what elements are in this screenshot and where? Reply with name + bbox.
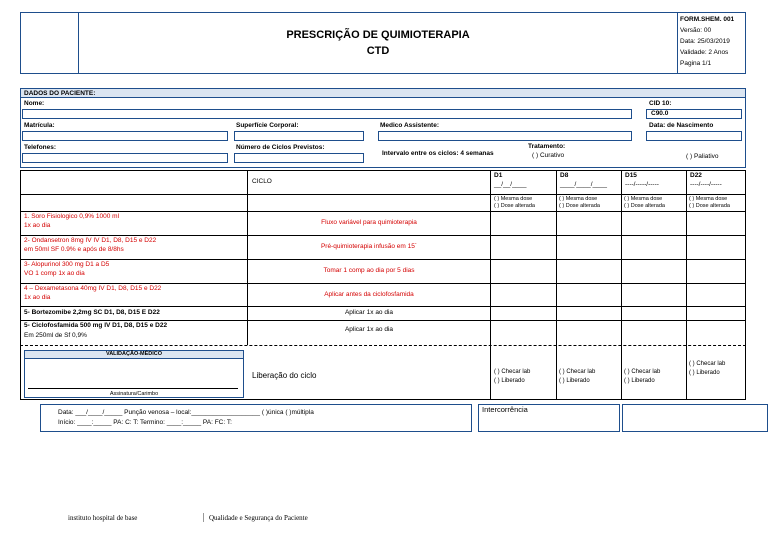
drug-row-1-instruction: Fluxo variável para quimioterapia	[321, 219, 417, 226]
drug-row-3-name: 3- Alopurinol 300 mg D1 a D5	[24, 261, 110, 268]
treatment-label: Tratamento:	[528, 143, 566, 150]
drug-row-2-detail: em 50ml SF 0.9% e após de 8/8hs	[24, 246, 124, 253]
form-subtitle: CTD	[366, 45, 390, 57]
d1-check-lab[interactable]: ( ) Checar lab	[494, 369, 531, 375]
drug-row-2-name: 2- Ondansetron 8mg IV IV D1, D8, D15 e D22	[24, 237, 157, 244]
drug-row-6-detail: Em 250ml de Sf 0,9%	[24, 332, 87, 339]
registration-field[interactable]	[22, 131, 228, 141]
drug-row-3-detail: VO 1 comp 1x ao dia	[24, 270, 85, 277]
doctor-label: Medico Assistente:	[380, 122, 439, 129]
cycles-field[interactable]	[234, 153, 364, 163]
d8-released[interactable]: ( ) Liberado	[559, 378, 590, 384]
palliative-checkbox[interactable]: ( ) Paliativo	[686, 153, 719, 160]
drug-row-2-instruction: Pré-quimioterapia infusão em 15´	[320, 243, 418, 250]
day-d15-date[interactable]: ----/-----/-----	[625, 181, 659, 188]
form-code: FORM.SHEM. 001	[680, 16, 735, 23]
birth-field[interactable]	[646, 131, 742, 141]
birth-label: Data: de Nascimento	[649, 122, 714, 129]
d22-released[interactable]: ( ) Liberado	[689, 370, 720, 376]
drug-row-5-name: 5- Bortezomibe 2,2mg SC D1, D8, D15 E D22	[24, 309, 160, 316]
day-d15-label: D15	[625, 172, 637, 179]
cid-value: C90.0	[651, 110, 669, 117]
d8-check-lab[interactable]: ( ) Checar lab	[559, 369, 596, 375]
drug-row-4-name: 4 – Dexametasona 40mg IV D1, D8, D15 e D22	[24, 285, 162, 292]
validation-title: VALIDAÇÃO-MÉDICO	[105, 351, 163, 357]
day-d22-label: D22	[690, 172, 702, 179]
d22-dose-changed[interactable]: ( ) Dose alterada	[689, 203, 730, 209]
infusion-line-1[interactable]: Data: ___/____/_____ Punção venosa – local:___________________ ( )única ( )múltipla	[58, 409, 314, 416]
signature-label: Assinatura/Carimbo	[109, 391, 159, 397]
drug-row-6-name: 5- Ciclofosfamida 500 mg IV D1, D8, D15 e D22	[24, 322, 168, 329]
d22-same-dose[interactable]: ( ) Mesma dose	[689, 196, 728, 202]
drug-row-3-instruction: Tomar 1 comp ao dia por 5 dias	[323, 267, 415, 274]
d15-same-dose[interactable]: ( ) Mesma dose	[624, 196, 663, 202]
drug-row-5-instruction: Aplicar 1x ao dia	[344, 309, 394, 316]
curative-checkbox[interactable]: ( ) Curativo	[532, 152, 565, 159]
intercurrence-extra-box[interactable]	[622, 404, 768, 432]
form-title: PRESCRIÇÃO DE QUIMIOTERAPIA	[286, 29, 470, 41]
cid-label: CID 10:	[649, 100, 672, 107]
phones-field[interactable]	[22, 153, 228, 163]
form-validity: Validade: 2 Anos	[680, 49, 729, 56]
body-surface-field[interactable]	[234, 131, 364, 141]
form-version: Versão: 00	[680, 27, 712, 34]
cycles-label: Número de Ciclos Previstos:	[236, 144, 325, 151]
drug-row-1-name: 1. Soro Fisiologico 0,9% 1000 ml	[24, 213, 120, 220]
patient-section-title: DADOS DO PACIENTE:	[21, 89, 745, 98]
d1-same-dose[interactable]: ( ) Mesma dose	[494, 196, 533, 202]
interval-label: Intervalo entre os ciclos: 4 semanas	[382, 150, 494, 157]
drug-row-4-instruction: Aplicar antes da ciclofosfamida	[324, 291, 414, 298]
day-d8-date[interactable]: ____/____/____	[560, 181, 607, 188]
quality-label: Qualidade e Segurança do Paciente	[209, 514, 308, 522]
form-date: Data: 25/03/2019	[680, 38, 730, 45]
release-label: Liberação do ciclo	[252, 371, 317, 380]
day-d1-label: D1	[494, 172, 503, 179]
name-field[interactable]	[22, 109, 632, 119]
doctor-field[interactable]	[378, 131, 632, 141]
infusion-line-2[interactable]: Início: ____:_____ PA: C: T: Termino: ____:_____ PA: FC: T:	[58, 419, 232, 426]
name-label: Nome:	[24, 100, 45, 107]
phones-label: Telefones:	[24, 144, 57, 151]
d15-dose-changed[interactable]: ( ) Dose alterada	[624, 203, 665, 209]
form-page: Pagina 1/1	[680, 60, 712, 67]
form-metadata	[680, 14, 734, 69]
day-d1-date[interactable]: __/__/____	[494, 181, 527, 188]
registration-label: Matrícula:	[24, 122, 55, 129]
d8-dose-changed[interactable]: ( ) Dose alterada	[559, 203, 600, 209]
d15-check-lab[interactable]: ( ) Checar lab	[624, 369, 661, 375]
day-d22-date[interactable]: ----/----/-----	[690, 181, 722, 188]
cycle-header: CICLO	[252, 178, 272, 185]
d8-same-dose[interactable]: ( ) Mesma dose	[559, 196, 598, 202]
d1-released[interactable]: ( ) Liberado	[494, 378, 525, 384]
day-d8-label: D8	[560, 172, 569, 179]
drug-row-1-detail: 1x ao dia	[24, 222, 51, 229]
drug-row-4-detail: 1x ao dia	[24, 294, 51, 301]
institution-name: instituto hospital de base	[68, 514, 138, 522]
intercurrence-label: Intercorrência	[482, 405, 528, 414]
d15-released[interactable]: ( ) Liberado	[624, 378, 655, 384]
d1-dose-changed[interactable]: ( ) Dose alterada	[494, 203, 535, 209]
d22-check-lab[interactable]: ( ) Checar lab	[689, 361, 726, 367]
form-header	[20, 12, 746, 74]
body-surface-label: Superfície Corporal:	[236, 122, 299, 129]
drug-row-6-instruction: Aplicar 1x ao dia	[344, 326, 394, 333]
